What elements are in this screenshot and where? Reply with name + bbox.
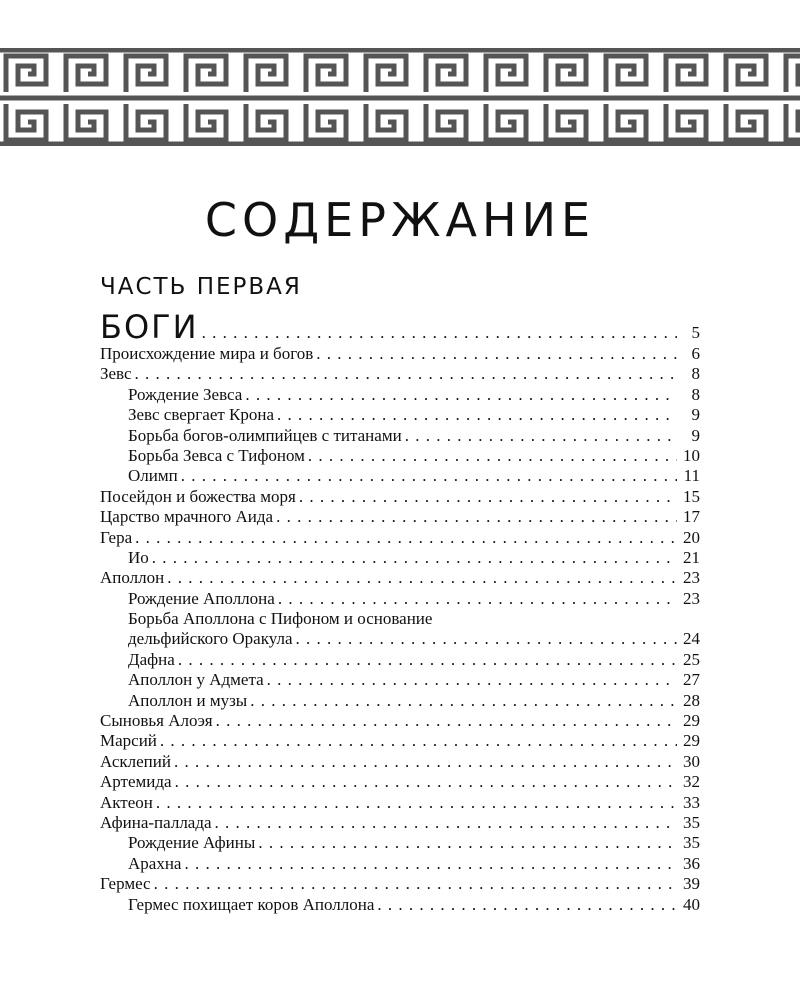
toc-leader-dots <box>135 528 677 548</box>
toc-row[interactable] <box>100 752 700 772</box>
toc-leader-dots <box>250 691 677 711</box>
toc-row[interactable] <box>100 446 700 466</box>
toc-row[interactable] <box>100 650 700 670</box>
toc-row[interactable] <box>100 385 700 405</box>
toc-page-number: 11 <box>683 466 700 486</box>
toc-leader-dots <box>156 793 677 813</box>
toc-page-number: 36 <box>683 853 700 873</box>
page-title: СОДЕРЖАНИЕ <box>204 193 596 247</box>
toc-page-number: 9 <box>691 425 700 445</box>
toc-row[interactable] <box>100 629 700 649</box>
toc-row[interactable] <box>100 670 700 690</box>
toc-entry-label: Афина-паллада <box>100 812 212 832</box>
toc-entry-label: Борьба Зевса с Тифоном <box>128 445 305 465</box>
toc-row[interactable] <box>100 711 700 731</box>
toc-entry-label: Аполлон у Адмета <box>128 670 264 690</box>
toc-leader-dots <box>308 446 677 466</box>
toc-row[interactable] <box>100 466 700 486</box>
toc-page-number: 35 <box>683 812 700 832</box>
toc-row[interactable] <box>100 874 700 894</box>
toc-leader-dots <box>245 385 677 405</box>
toc-entry-label: Ио <box>128 547 149 567</box>
toc-row[interactable] <box>100 528 700 548</box>
toc-row[interactable] <box>100 895 700 915</box>
toc-leader-dots <box>167 568 677 588</box>
toc-entry-label: Аполлон и музы <box>128 690 248 710</box>
toc-page-number: 29 <box>683 731 700 751</box>
toc-row[interactable] <box>100 426 700 446</box>
toc-page-number: 23 <box>683 588 700 608</box>
toc-entry-label: Сыновья Алоэя <box>100 711 213 731</box>
toc-leader-dots <box>181 466 677 486</box>
toc-leader-dots <box>175 772 677 792</box>
toc-row[interactable] <box>100 589 700 609</box>
toc-leader-dots <box>277 405 677 425</box>
toc-leader-dots <box>135 364 677 384</box>
toc-row[interactable] <box>100 364 700 384</box>
toc-page-number: 29 <box>683 711 700 731</box>
toc-page-number: 35 <box>683 833 700 853</box>
toc-row[interactable] <box>100 731 700 751</box>
toc-entry-label: Асклепий <box>100 751 171 771</box>
toc-row[interactable] <box>100 548 700 568</box>
part-label: ЧАСТЬ ПЕРВАЯ <box>100 274 302 300</box>
toc-row[interactable] <box>100 772 700 792</box>
toc-leader-dots <box>215 813 677 833</box>
toc-page-number: 27 <box>683 670 700 690</box>
toc-row[interactable] <box>100 854 700 874</box>
toc-page-number: 20 <box>683 527 700 547</box>
toc-leader-dots <box>377 895 677 915</box>
toc-row[interactable] <box>100 813 700 833</box>
toc-entry-label: Зевс <box>100 364 132 384</box>
toc-leader-dots <box>258 833 677 853</box>
toc-leader-dots <box>278 589 677 609</box>
toc-leader-dots <box>276 507 677 527</box>
toc-leader-dots <box>184 854 677 874</box>
toc-leader-dots <box>174 752 677 772</box>
toc-page-number: 5 <box>691 323 700 342</box>
toc-entry-label: Рождение Аполлона <box>128 588 275 608</box>
toc-entry-label: Актеон <box>100 792 153 812</box>
toc-page-number: 30 <box>683 751 700 771</box>
toc-row[interactable] <box>100 833 700 853</box>
toc-entry-label: Аполлон <box>100 568 165 588</box>
toc-leader-dots <box>154 874 677 894</box>
toc-row-wrapped-line[interactable] <box>100 609 700 629</box>
toc-leader-dots <box>405 426 677 446</box>
toc-page-number: 40 <box>683 894 700 914</box>
toc-page-number: 39 <box>683 874 700 894</box>
toc-row[interactable] <box>100 568 700 588</box>
toc-leader-dots <box>216 711 677 731</box>
toc-page-number: 21 <box>683 547 700 567</box>
toc-entry-label: Посейдон и божества моря <box>100 486 296 506</box>
toc-entry-label: Артемида <box>100 772 172 792</box>
toc-page-number: 25 <box>683 649 700 669</box>
toc-row[interactable] <box>100 487 700 507</box>
toc-entry-label: дельфийского Оракула <box>128 629 293 649</box>
toc-page-number: 23 <box>683 568 700 588</box>
toc-row[interactable] <box>100 691 700 711</box>
toc-leader-dots <box>296 629 677 649</box>
toc-page-number: 28 <box>683 690 700 710</box>
toc-row[interactable] <box>100 793 700 813</box>
toc-page-number: 8 <box>691 364 700 384</box>
toc-leader-dots <box>152 548 677 568</box>
toc-row[interactable] <box>100 344 700 364</box>
toc-entry-label: Происхождение мира и богов <box>100 344 314 363</box>
toc-section-row[interactable] <box>100 310 700 344</box>
toc-entry-label: Борьба богов-олимпийцев с титанами <box>128 425 402 445</box>
toc-leader-dots <box>316 344 677 364</box>
greek-key-border <box>0 48 800 146</box>
toc-leader-dots <box>267 670 677 690</box>
toc-page-number: 8 <box>691 384 700 404</box>
toc-leader-dots <box>178 650 677 670</box>
toc-page-number: 6 <box>691 344 700 363</box>
table-of-contents <box>100 310 700 915</box>
toc-entry-label: Рождение Афины <box>128 833 256 853</box>
toc-entry-label: Дафна <box>128 649 175 669</box>
toc-entry-label-line1: Борьба Аполлона с Пифоном и основание <box>128 609 433 629</box>
toc-page-number: 24 <box>683 629 700 649</box>
toc-entry-label: Зевс свергает Крона <box>128 405 275 425</box>
toc-row[interactable] <box>100 507 700 527</box>
toc-page-number: 33 <box>683 792 700 812</box>
toc-entry-label: Марсий <box>100 731 157 751</box>
toc-row[interactable] <box>100 405 700 425</box>
toc-page-number: 32 <box>683 772 700 792</box>
toc-page-number: 9 <box>691 405 700 425</box>
toc-entry-label: Рождение Зевса <box>128 384 243 404</box>
toc-leader-dots <box>160 731 677 751</box>
toc-page-number: 15 <box>683 486 700 506</box>
toc-entry-label: Арахна <box>128 853 182 873</box>
toc-section-label: БОГИ <box>100 308 199 346</box>
toc-leader-dots <box>299 487 677 507</box>
toc-entry-label: Олимп <box>128 466 178 486</box>
toc-page-number: 10 <box>683 445 700 465</box>
toc-entry-label: Царство мрачного Аида <box>100 507 274 527</box>
toc-entry-label: Гера <box>100 527 133 547</box>
toc-entry-label: Гермес <box>100 874 151 894</box>
toc-entry-label: Гермес похищает коров Аполлона <box>128 894 375 914</box>
toc-page-number: 17 <box>683 507 700 527</box>
